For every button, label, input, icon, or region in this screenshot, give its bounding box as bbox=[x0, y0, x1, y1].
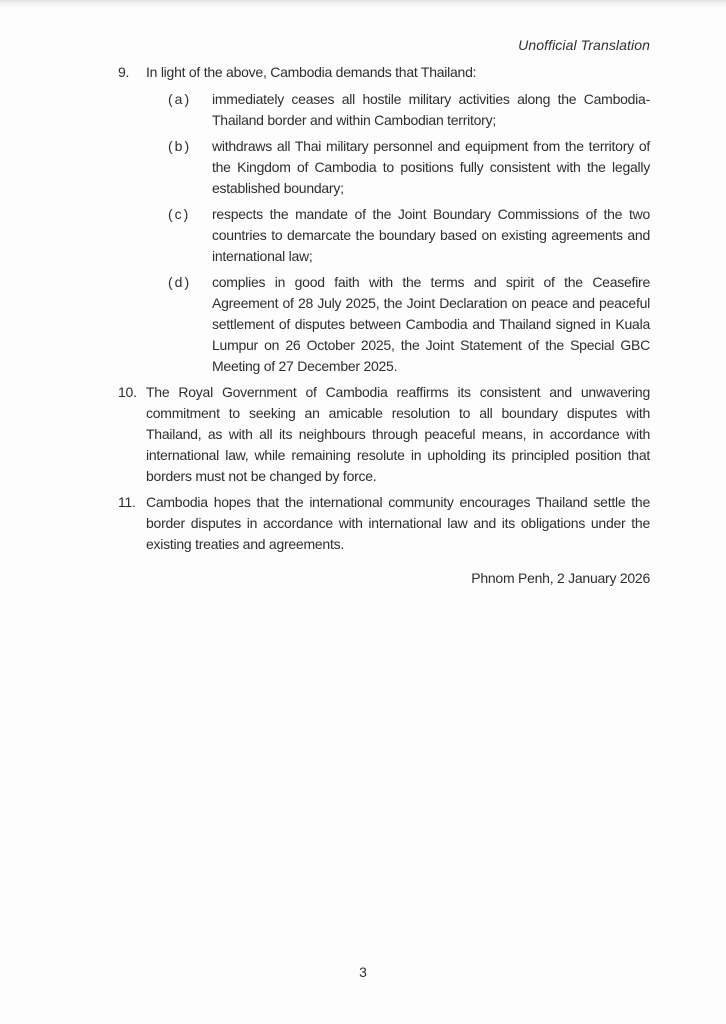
sublist bbox=[146, 89, 650, 377]
item-text: The Royal Government of Cambodia reaffirms its consistent and unwavering commitment to seeking an amicable resolution to all boundary disputes with Thailand, as with all its neighbours through peaceful means, in accordance with international law, while remaining resolute in upholding its principled position that borders must not be changed by force. bbox=[146, 384, 650, 484]
sub-item-b bbox=[168, 136, 650, 199]
sub-item-text: complies in good faith with the terms and spirit of the Ceasefire Agreement of 28 July 2025, the Joint Declaration on peace and peaceful settlement of disputes between Cambodia and Thailand signed in Kuala Lumpur on 26 October 2025, the Joint Statement of the Special GBC Meeting of 27 December 2025. bbox=[212, 274, 650, 374]
sub-item-label: (a) bbox=[168, 91, 192, 107]
page-number: 3 bbox=[359, 964, 367, 980]
sub-item-text: withdraws all Thai military personnel and equipment from the territory of the Kingdom of Cambodia to positions fully consistent with the legally established boundary; bbox=[212, 138, 650, 196]
sub-item-text: respects the mandate of the Joint Boundary Commissions of the two countries to demarcate the boundary based on existing agreements and international law; bbox=[212, 206, 650, 264]
item-number: 9. bbox=[118, 64, 130, 80]
item-number: 10. bbox=[118, 384, 137, 400]
dateline: Phnom Penh, 2 January 2026 bbox=[471, 570, 650, 586]
scan-edge-shadow bbox=[0, 0, 726, 8]
sub-item-c bbox=[168, 204, 650, 267]
document-body bbox=[118, 62, 650, 589]
list-item-11 bbox=[118, 492, 650, 555]
sub-item-text: immediately ceases all hostile military activities along the Cambodia-Thailand border and within Cambodian territory; bbox=[212, 91, 650, 128]
sub-item-label: (b) bbox=[168, 138, 192, 154]
sub-item-label: (d) bbox=[168, 274, 192, 290]
sub-item-label: (c) bbox=[168, 206, 191, 222]
item-text: In light of the above, Cambodia demands that Thailand: bbox=[146, 64, 477, 80]
sub-item-d bbox=[168, 272, 650, 377]
item-text: Cambodia hopes that the international community encourages Thailand settle the border disputes in accordance with international law and its obligations under the existing treaties and agreements. bbox=[146, 494, 650, 552]
list-item-9 bbox=[118, 62, 650, 377]
list-item-10 bbox=[118, 382, 650, 487]
sub-item-a bbox=[168, 89, 650, 131]
translation-note: Unofficial Translation bbox=[518, 37, 650, 53]
item-number: 11. bbox=[118, 494, 136, 510]
